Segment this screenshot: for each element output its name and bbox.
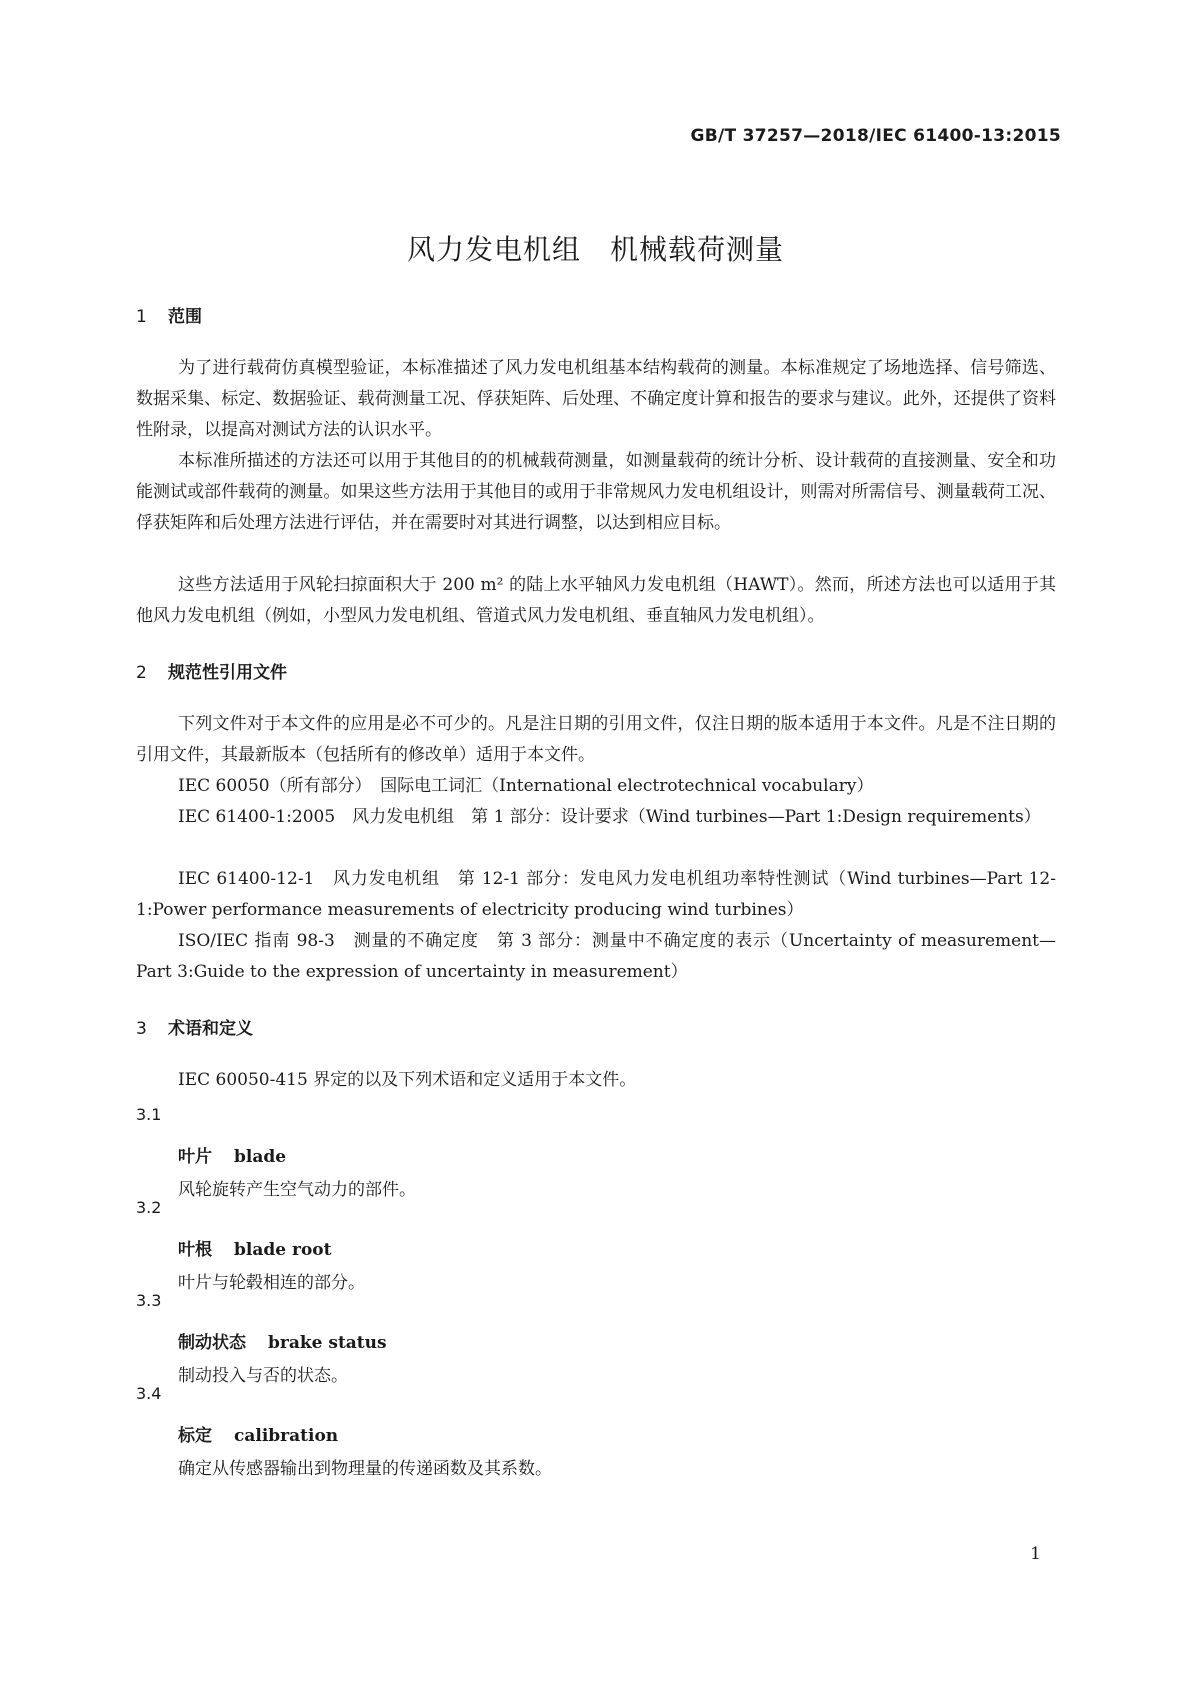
term-definition: 制动投入与否的状态。 — [178, 1366, 348, 1386]
document-title: 风力发电机组 机械载荷测量 — [406, 233, 784, 266]
terms-intro: IEC 60050-415 界定的以及下列术语和定义适用于本文件。 — [178, 1070, 637, 1090]
normative-intro: 下列文件对于本文件的应用是必不可少的。凡是注日期的引用文件，仅注日期的版本适用于本文件。凡是不注日期的引用文件，其最新版本（包括所有的修改单）适用于本文件。 — [136, 714, 1056, 765]
term-zh: 叶片 — [178, 1147, 212, 1167]
section-3-heading — [136, 1014, 253, 1039]
term-en: calibration — [234, 1426, 339, 1446]
standard-code-header: GB/T 37257—2018/IEC 61400-13:2015 — [690, 126, 1061, 146]
term-number: 3.2 — [136, 1198, 162, 1217]
term-number: 3.3 — [136, 1291, 162, 1310]
scope-paragraph-3: 这些方法适用于风轮扫掠面积大于 200 m² 的陆上水平轴风力发电机组（HAWT）。然而，所述方法也可以适用于其他风力发电机组（例如，小型风力发电机组、管道式风力发电机组、垂直轴风力发电机组）。 — [136, 575, 1056, 626]
section-number: 2 — [136, 663, 147, 683]
page-number: 1 — [1030, 1544, 1041, 1564]
term-definition: 叶片与轮毂相连的部分。 — [178, 1273, 365, 1293]
term-heading — [178, 1328, 387, 1353]
term-heading — [178, 1421, 338, 1446]
term-en: brake status — [268, 1333, 387, 1353]
term-zh: 标定 — [178, 1426, 212, 1446]
term-number: 3.1 — [136, 1105, 162, 1124]
term-heading — [178, 1142, 286, 1167]
reference-item: IEC 61400-1:2005 风力发电机组 第 1 部分：设计要求（Wind turbines—Part 1:Design requirements） — [178, 807, 1041, 827]
section-title: 术语和定义 — [168, 1019, 253, 1039]
section-1-heading — [136, 302, 202, 327]
reference-item: IEC 60050（所有部分） 国际电工词汇（International electrotechnical vocabulary） — [178, 776, 874, 796]
section-number: 3 — [136, 1019, 147, 1039]
term-en: blade — [234, 1147, 287, 1167]
reference-item: IEC 61400-12-1 风力发电机组 第 12-1 部分：发电风力发电机组功率特性测试（Wind turbines—Part 12-1:Power performance measurements of electricity producing wind turbines） — [136, 869, 1056, 920]
section-title: 范围 — [168, 307, 202, 327]
reference-item: ISO/IEC 指南 98-3 测量的不确定度 第 3 部分：测量中不确定度的表示（Uncertainty of measurement—Part 3:Guide to the expression of uncertainty in measurement） — [136, 931, 1056, 982]
term-definition: 确定从传感器输出到物理量的传递函数及其系数。 — [178, 1459, 552, 1479]
term-en: blade root — [234, 1240, 332, 1260]
scope-paragraph-1: 为了进行载荷仿真模型验证，本标准描述了风力发电机组基本结构载荷的测量。本标准规定了场地选择、信号筛选、数据采集、标定、数据验证、载荷测量工况、俘获矩阵、后处理、不确定度计算和报告的要求与建议。此外，还提供了资料性附录，以提高对测试方法的认识水平。 — [136, 358, 1056, 440]
section-number: 1 — [136, 307, 147, 327]
section-2-heading — [136, 658, 287, 683]
scope-paragraph-2: 本标准所描述的方法还可以用于其他目的的机械载荷测量，如测量载荷的统计分析、设计载荷的直接测量、安全和功能测试或部件载荷的测量。如果这些方法用于其他目的或用于非常规风力发电机组设计，则需对所需信号、测量载荷工况、俘获矩阵和后处理方法进行评估，并在需要时对其进行调整，以达到相应目标。 — [136, 451, 1056, 533]
term-number: 3.4 — [136, 1384, 162, 1403]
term-heading — [178, 1235, 331, 1260]
section-title: 规范性引用文件 — [168, 663, 287, 683]
term-zh: 制动状态 — [178, 1333, 246, 1353]
term-definition: 风轮旋转产生空气动力的部件。 — [178, 1180, 416, 1200]
term-zh: 叶根 — [178, 1240, 212, 1260]
